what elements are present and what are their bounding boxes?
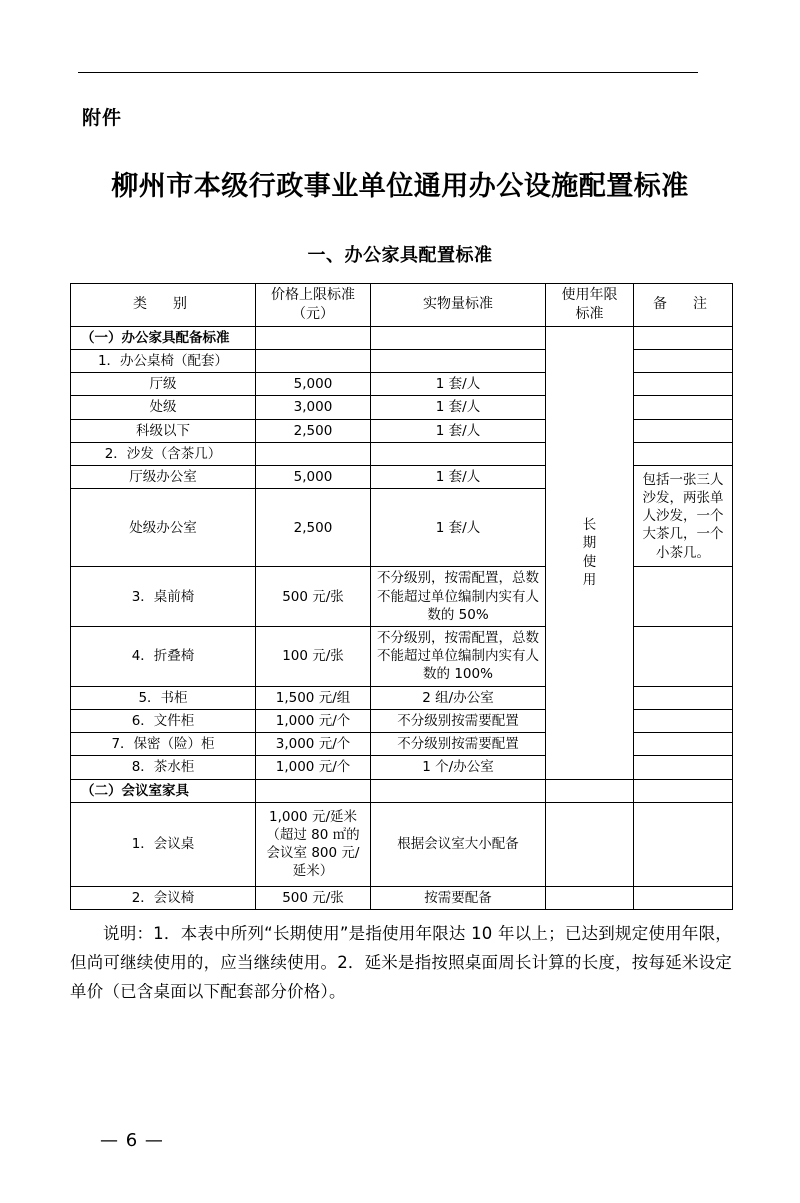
row-price <box>256 442 371 465</box>
table-row <box>71 396 733 419</box>
row-quantity: 1 套/人 <box>371 396 546 419</box>
row-quantity <box>371 442 546 465</box>
row-price: 500 元/张 <box>256 567 371 627</box>
row-price: 100 元/张 <box>256 626 371 686</box>
row-category: 2．会议椅 <box>71 886 256 909</box>
header-remark: 备 注 <box>634 284 733 327</box>
row-category: （一）办公家具配备标准 <box>71 326 256 349</box>
table-row <box>71 756 733 779</box>
row-quantity <box>371 779 546 802</box>
header-rule <box>78 72 698 73</box>
row-remark <box>634 567 733 627</box>
row-category: 6．文件柜 <box>71 709 256 732</box>
row-remark <box>634 779 733 802</box>
row-price <box>256 326 371 349</box>
row-remark <box>634 709 733 732</box>
row-category: 厅级 <box>71 373 256 396</box>
sofa-remark-cell: 包括一张三人沙发，两张单人沙发，一个大茶几，一个小茶几。 <box>634 466 733 567</box>
row-remark <box>634 802 733 886</box>
row-remark <box>634 756 733 779</box>
table-row <box>71 466 733 489</box>
header-service-life-line2: 标准 <box>575 305 604 322</box>
row-price: 3,000 元/个 <box>256 733 371 756</box>
table-row <box>71 373 733 396</box>
service-life-vertical-cell <box>546 326 634 779</box>
header-service-life-line1: 使用年限 <box>561 287 618 303</box>
row-quantity: 1 个/办公室 <box>371 756 546 779</box>
row-service-life <box>546 779 634 802</box>
table-row <box>71 733 733 756</box>
row-service-life <box>546 886 634 909</box>
table-row <box>71 686 733 709</box>
table-header-row <box>71 284 733 327</box>
header-price-limit-line2: （元） <box>292 305 334 322</box>
row-price: 1,500 元/组 <box>256 686 371 709</box>
row-category: （二）会议室家具 <box>71 779 256 802</box>
service-life-char-4: 用 <box>582 571 597 588</box>
row-remark <box>634 686 733 709</box>
row-quantity: 不分级别按需要配置 <box>371 733 546 756</box>
row-remark <box>634 373 733 396</box>
table-row <box>71 886 733 909</box>
header-quantity: 实物量标准 <box>371 284 546 327</box>
row-remark <box>634 350 733 373</box>
row-category: 处级 <box>71 396 256 419</box>
service-life-char-1: 长 <box>582 517 597 534</box>
row-category: 1．会议桌 <box>71 802 256 886</box>
row-quantity: 2 组/办公室 <box>371 686 546 709</box>
row-quantity: 根据会议室大小配备 <box>371 802 546 886</box>
row-category: 7．保密（险）柜 <box>71 733 256 756</box>
explanation-text: 说明：1．本表中所列“长期使用”是指使用年限达 10 年以上；已达到规定使用年限，但尚可继续使用的，应当继续使用。2．延米是指按照桌面周长计算的长度，按每延米设定单价（已含桌面以下配套部分价格）。 <box>70 923 732 1001</box>
row-remark <box>634 442 733 465</box>
table-row <box>71 326 733 349</box>
row-price: 3,000 <box>256 396 371 419</box>
row-quantity: 1 套/人 <box>371 373 546 396</box>
document-page <box>0 72 800 1203</box>
row-quantity: 按需要配备 <box>371 886 546 909</box>
row-category: 2．沙发（含茶几） <box>71 442 256 465</box>
table-row <box>71 626 733 686</box>
row-quantity: 不分级别，按需配置，总数不能超过单位编制内实有人数的 50% <box>371 567 546 627</box>
header-category: 类 别 <box>71 284 256 327</box>
table-row <box>71 442 733 465</box>
row-quantity <box>371 326 546 349</box>
table-row <box>71 779 733 802</box>
row-service-life <box>546 802 634 886</box>
row-remark <box>634 886 733 909</box>
row-price <box>256 350 371 373</box>
table-row <box>71 567 733 627</box>
row-price: 500 元/张 <box>256 886 371 909</box>
row-price: 2,500 <box>256 489 371 567</box>
section-title: 一、办公家具配置标准 <box>307 245 493 266</box>
table-row <box>71 419 733 442</box>
row-price: 5,000 <box>256 466 371 489</box>
attachment-label: 附件 <box>82 107 123 129</box>
row-quantity: 1 套/人 <box>371 419 546 442</box>
page-number: — 6 — <box>100 1130 164 1151</box>
header-service-life <box>546 284 634 327</box>
table-row <box>71 709 733 732</box>
row-category: 1．办公桌椅（配套） <box>71 350 256 373</box>
row-price <box>256 779 371 802</box>
row-category: 处级办公室 <box>71 489 256 567</box>
row-price: 5,000 <box>256 373 371 396</box>
row-remark <box>634 733 733 756</box>
row-category: 厅级办公室 <box>71 466 256 489</box>
row-category: 3．桌前椅 <box>71 567 256 627</box>
row-category: 4．折叠椅 <box>71 626 256 686</box>
table-row <box>71 350 733 373</box>
row-price: 1,000 元/延米（超过 80 ㎡的会议室 800 元/延米） <box>256 802 371 886</box>
row-category: 8．茶水柜 <box>71 756 256 779</box>
row-quantity: 1 套/人 <box>371 489 546 567</box>
row-quantity: 不分级别按需要配置 <box>371 709 546 732</box>
row-quantity: 1 套/人 <box>371 466 546 489</box>
row-price: 1,000 元/个 <box>256 756 371 779</box>
table-row <box>71 802 733 886</box>
page-title: 柳州市本级行政事业单位通用办公设施配置标准 <box>111 171 689 202</box>
service-life-char-2: 期 <box>582 535 597 552</box>
row-quantity: 不分级别，按需配置，总数不能超过单位编制内实有人数的 100% <box>371 626 546 686</box>
furniture-standards-table <box>70 283 733 910</box>
row-category: 5．书柜 <box>71 686 256 709</box>
row-price: 2,500 <box>256 419 371 442</box>
row-price: 1,000 元/个 <box>256 709 371 732</box>
header-price-limit-line1: 价格上限标准 <box>271 287 355 303</box>
service-life-char-3: 使 <box>582 553 597 570</box>
row-quantity <box>371 350 546 373</box>
row-remark <box>634 326 733 349</box>
row-remark <box>634 396 733 419</box>
row-category: 科级以下 <box>71 419 256 442</box>
row-remark <box>634 419 733 442</box>
header-price-limit <box>256 284 371 327</box>
row-remark <box>634 626 733 686</box>
